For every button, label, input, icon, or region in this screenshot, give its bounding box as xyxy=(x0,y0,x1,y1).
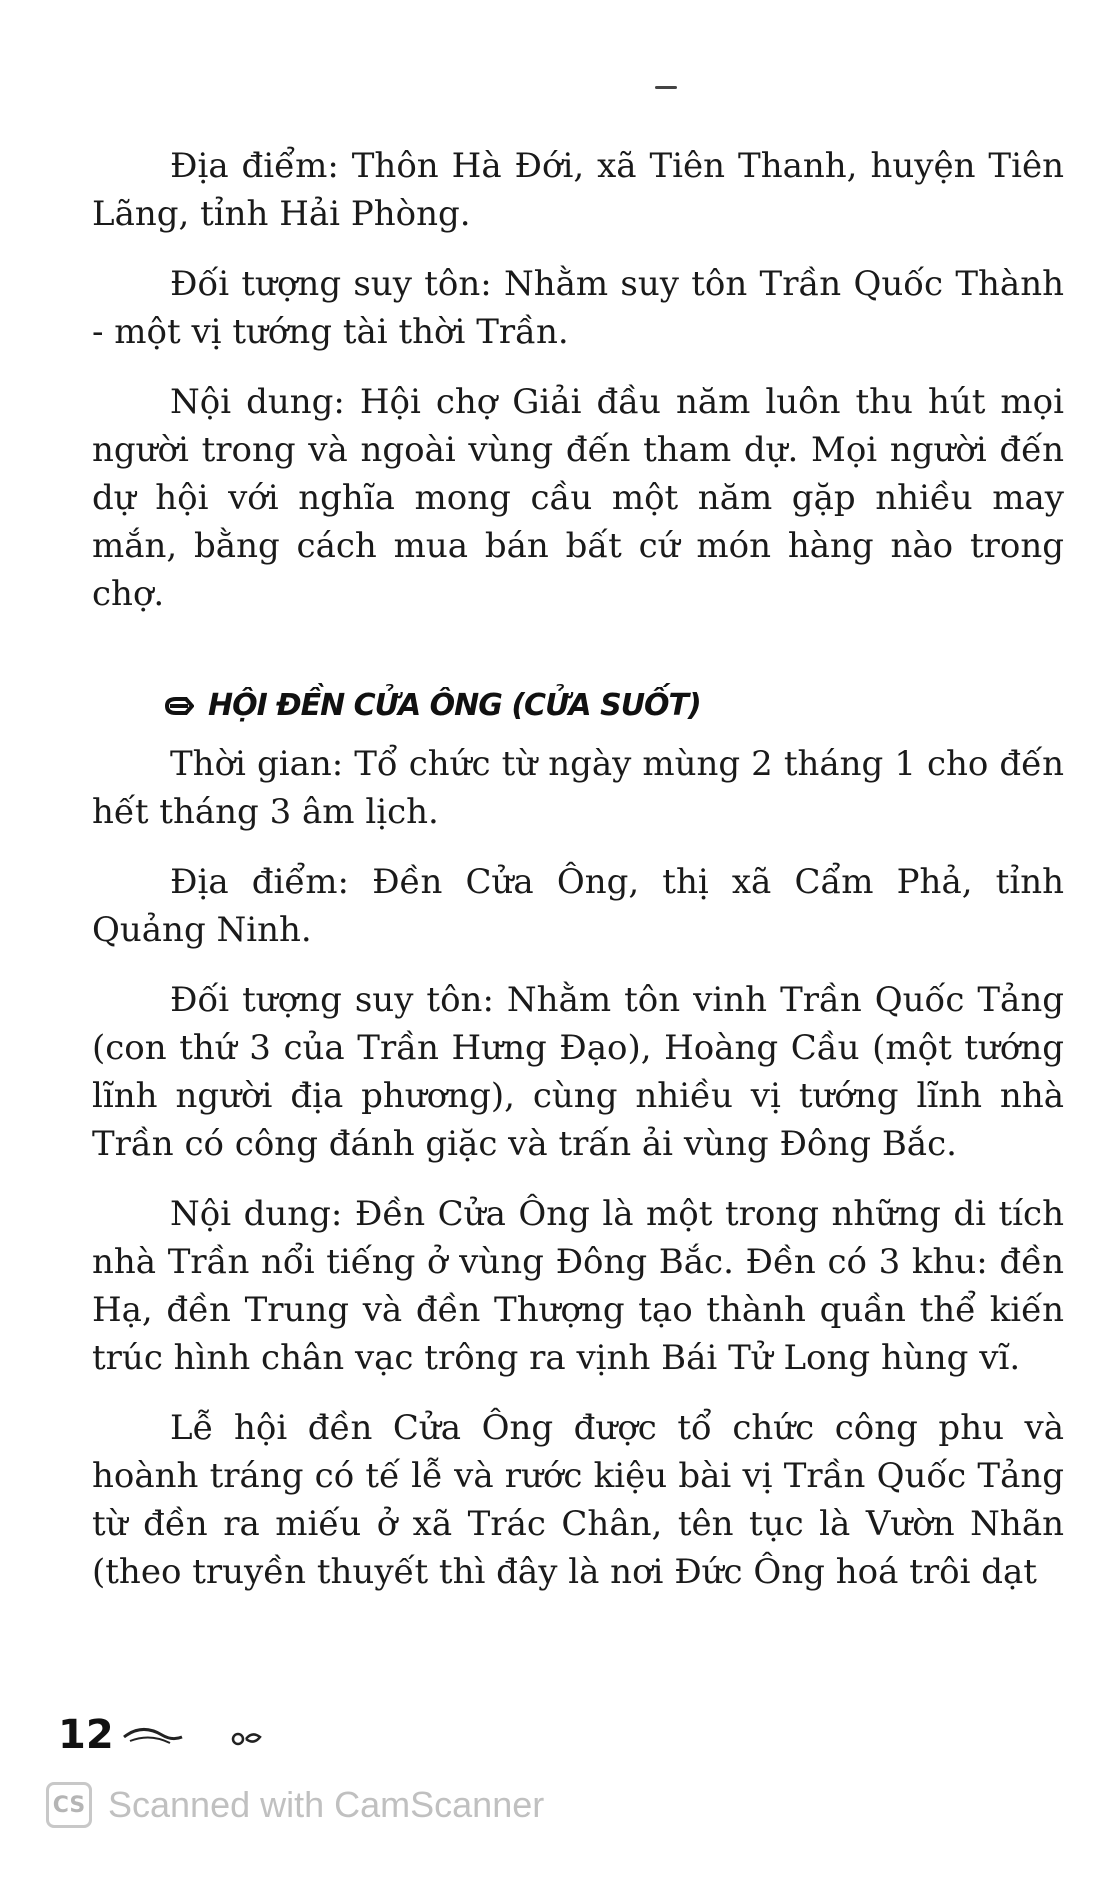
camscanner-logo-icon: CS xyxy=(46,1782,92,1828)
page-number: 12 xyxy=(58,1712,114,1758)
body-text xyxy=(92,142,1064,1618)
section-heading-text: HỘI ĐỀN CỬA ÔNG (CỬA SUỐT) xyxy=(208,688,701,723)
paragraph: Nội dung: Đền Cửa Ông là một trong những di tích nhà Trần nổi tiếng ở vùng Đông Bắc. Đền có 3 khu: đền Hạ, đền Trung và đền Thượng tạo thành quần thể kiến trúc hình chân vạc trông ra vịnh Bái Tử Long hùng vĩ. xyxy=(92,1194,1064,1378)
page-footer xyxy=(58,1712,270,1758)
ornament-icon xyxy=(120,1715,270,1755)
paragraph: Đối tượng suy tôn: Nhằm tôn vinh Trần Quốc Tảng (con thứ 3 của Trần Hưng Đạo), Hoàng Cầu (một tướng lĩnh người địa phương), cùng nhiều vị tướng lĩnh nhà Trần có công đánh giặc và trấn ải vùng Đông Bắc. xyxy=(92,980,1064,1164)
paragraph: Địa điểm: Đền Cửa Ông, thị xã Cẩm Phả, tỉnh Quảng Ninh. xyxy=(92,862,1064,950)
paragraph: Địa điểm: Thôn Hà Đới, xã Tiên Thanh, huyện Tiên Lãng, tỉnh Hải Phòng. xyxy=(92,146,1064,234)
arrow-bullet-icon xyxy=(164,696,194,716)
paragraph: Đối tượng suy tôn: Nhằm suy tôn Trần Quốc Thành - một vị tướng tài thời Trần. xyxy=(92,264,1064,352)
camscanner-watermark xyxy=(46,1782,544,1828)
paragraph: Nội dung: Hội chợ Giải đầu năm luôn thu hút mọi người trong và ngoài vùng đến tham dự. Mọi người đến dự hội với nghĩa mong cầu một năm gặp nhiều may mắn, bằng cách mua bán bất cứ món hàng nào trong chợ. xyxy=(92,382,1064,614)
watermark-text: Scanned with CamScanner xyxy=(108,1784,545,1825)
decorative-mark xyxy=(655,86,677,89)
paragraph: Lễ hội đền Cửa Ông được tổ chức công phu và hoành tráng có tế lễ và rước kiệu bài vị Trần Quốc Tảng từ đền ra miếu ở xã Trác Chân, tên tục là Vườn Nhãn (theo truyền thuyết thì đây là nơi Đức Ông hoá trôi dạt xyxy=(92,1408,1064,1592)
section-heading xyxy=(164,682,1064,730)
paragraph: Thời gian: Tổ chức từ ngày mùng 2 tháng 1 cho đến hết tháng 3 âm lịch. xyxy=(92,744,1064,832)
